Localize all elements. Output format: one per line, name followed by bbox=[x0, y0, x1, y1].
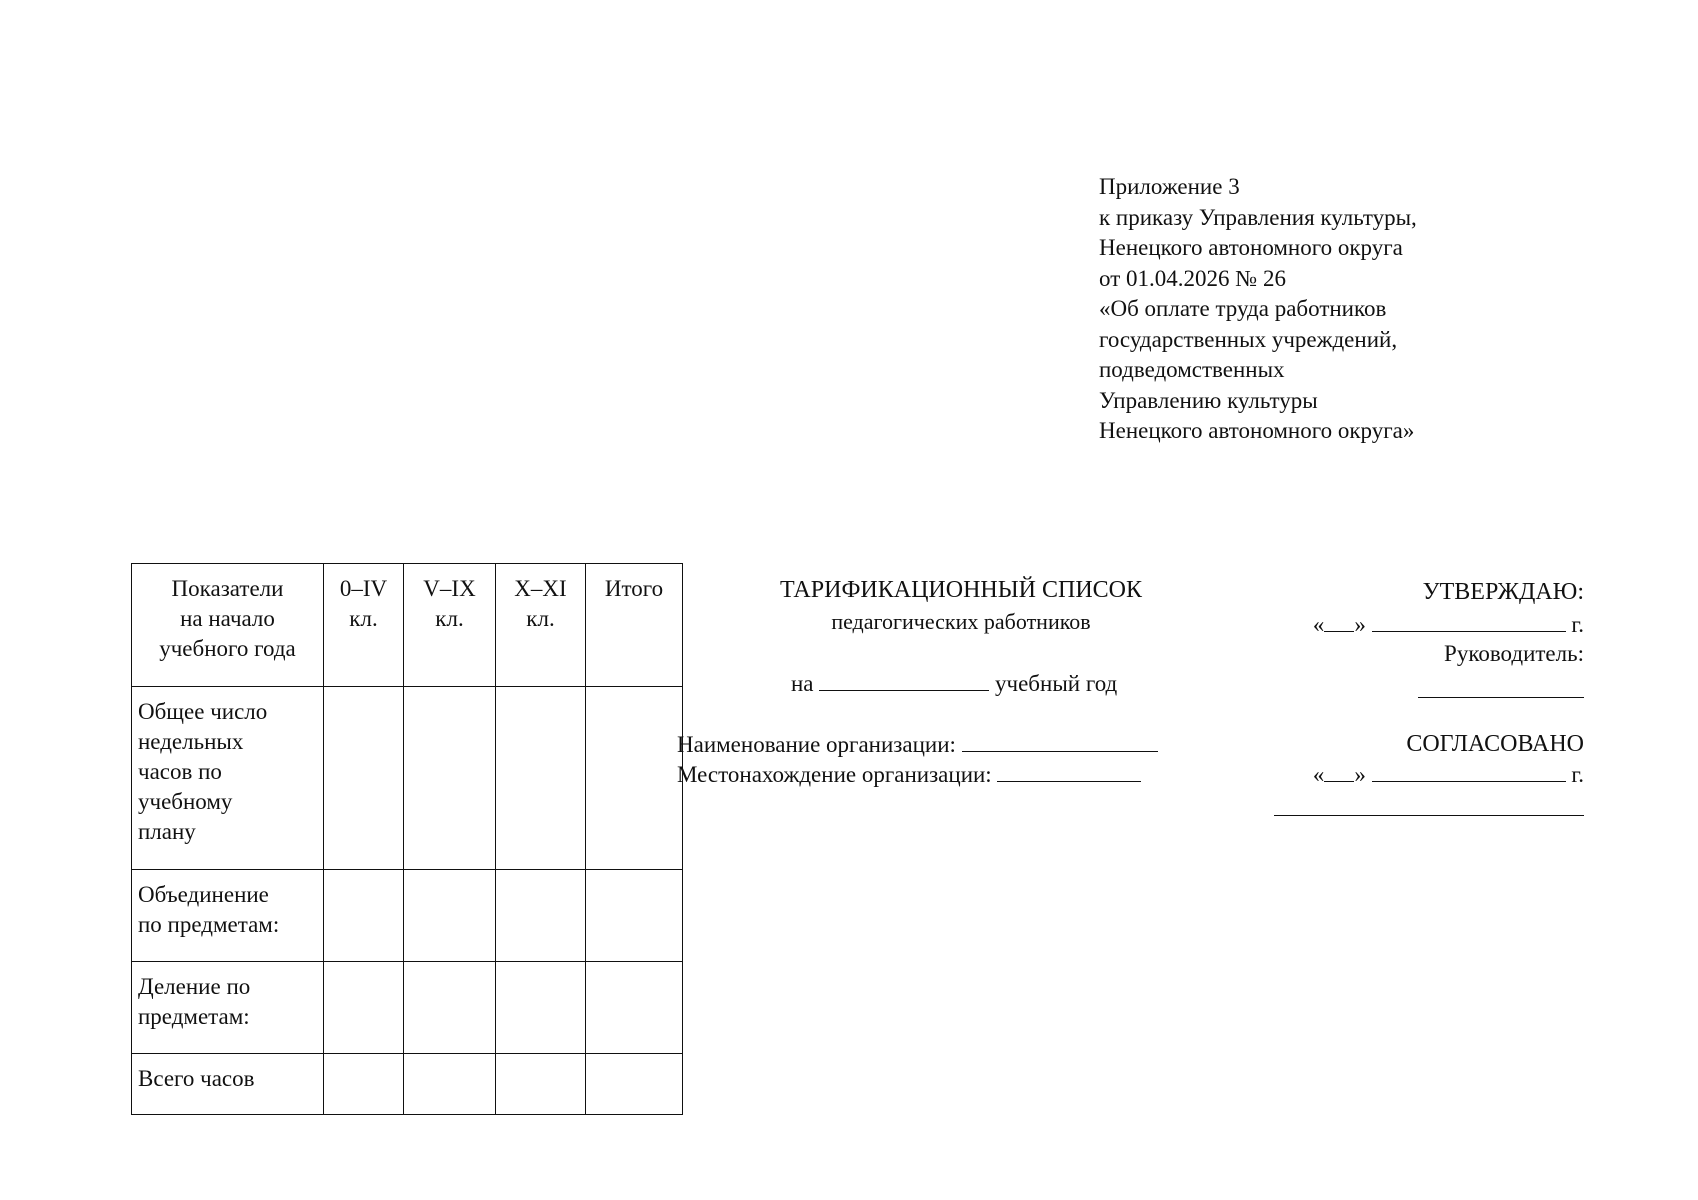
table-cell bbox=[404, 870, 496, 962]
row-label-line: Всего часов bbox=[138, 1066, 255, 1091]
day-blank[interactable] bbox=[1324, 761, 1354, 782]
header-grades-5-9 bbox=[404, 564, 496, 687]
approve-label: УТВЕРЖДАЮ: bbox=[1422, 579, 1584, 605]
table-cell bbox=[496, 1054, 586, 1115]
open-quote: « bbox=[1312, 762, 1325, 787]
header-grades-0-4 bbox=[324, 564, 404, 687]
year-blank[interactable] bbox=[819, 670, 989, 691]
table-cell bbox=[496, 870, 586, 962]
appendix-block bbox=[1099, 172, 1417, 447]
appendix-line: подведомственных bbox=[1099, 357, 1285, 382]
appendix-line: Приложение 3 bbox=[1099, 174, 1240, 199]
row-label-line: Общее число bbox=[138, 699, 268, 724]
row-label-line: Деление по bbox=[138, 974, 251, 999]
document-subtitle: педагогических работников bbox=[831, 609, 1091, 634]
year-label: г. bbox=[1571, 612, 1584, 637]
year-label: г. bbox=[1571, 762, 1584, 787]
row-label-line: предметам: bbox=[138, 1004, 250, 1029]
table-cell bbox=[324, 687, 404, 870]
header-indicators bbox=[132, 564, 324, 687]
header-line: 0–IV bbox=[339, 576, 388, 601]
year-prefix: на bbox=[791, 671, 814, 696]
table-cell bbox=[404, 687, 496, 870]
table-cell bbox=[496, 687, 586, 870]
table-row bbox=[132, 1054, 683, 1115]
appendix-line: Ненецкого автономного округа bbox=[1099, 235, 1403, 260]
appendix-line: к приказу Управления культуры, bbox=[1099, 204, 1417, 230]
day-blank[interactable] bbox=[1324, 611, 1354, 632]
row-label-line: плану bbox=[138, 819, 196, 844]
table-cell bbox=[496, 962, 586, 1054]
org-location-blank[interactable] bbox=[997, 761, 1141, 782]
table-cell bbox=[586, 687, 683, 870]
org-name-label: Наименование организации: bbox=[677, 732, 956, 757]
appendix-line: государственных учреждений, bbox=[1099, 326, 1398, 352]
row-label bbox=[132, 687, 324, 870]
month-blank[interactable] bbox=[1372, 611, 1566, 632]
close-quote: » bbox=[1354, 612, 1366, 637]
row-label-line: часов по bbox=[138, 759, 222, 784]
head-signature-line[interactable] bbox=[1418, 697, 1584, 698]
year-suffix: учебный год bbox=[995, 671, 1118, 696]
row-label bbox=[132, 1054, 324, 1115]
indicators-table bbox=[131, 563, 683, 1115]
appendix-line: «Об оплате труда работников bbox=[1099, 296, 1387, 321]
header-line: учебного года bbox=[159, 636, 296, 661]
header-line: Итого bbox=[604, 576, 664, 601]
table-cell bbox=[586, 962, 683, 1054]
head-label: Руководитель: bbox=[1444, 641, 1584, 666]
month-blank[interactable] bbox=[1372, 761, 1566, 782]
agreed-signature-line[interactable] bbox=[1274, 815, 1584, 816]
appendix-line: Ненецкого автономного округа» bbox=[1099, 418, 1415, 443]
table-row bbox=[132, 687, 683, 870]
table-row bbox=[132, 870, 683, 962]
agreed-date-line bbox=[1313, 761, 1584, 788]
header-grades-10-11 bbox=[496, 564, 586, 687]
org-location-label: Местонахождение организации: bbox=[677, 762, 992, 787]
table-cell bbox=[324, 1054, 404, 1115]
approve-date-line bbox=[1313, 611, 1584, 638]
table-cell bbox=[324, 870, 404, 962]
row-label-line: учебному bbox=[138, 789, 233, 814]
header-line: на начало bbox=[180, 606, 275, 631]
row-label bbox=[132, 962, 324, 1054]
close-quote: » bbox=[1354, 762, 1366, 787]
row-label-line: по предметам: bbox=[138, 912, 280, 937]
table-row bbox=[132, 962, 683, 1054]
appendix-line: от 01.04.2026 № 26 bbox=[1099, 265, 1286, 291]
open-quote: « bbox=[1312, 612, 1325, 637]
table-cell bbox=[324, 962, 404, 1054]
org-name-blank[interactable] bbox=[962, 731, 1158, 752]
table-cell bbox=[586, 870, 683, 962]
row-label-line: Объединение bbox=[138, 882, 269, 907]
document-title: ТАРИФИКАЦИОННЫЙ СПИСОК bbox=[779, 577, 1143, 603]
header-line: кл. bbox=[435, 606, 464, 631]
org-name-line bbox=[677, 731, 1158, 758]
row-label-line: недельных bbox=[138, 729, 244, 754]
org-location-line bbox=[677, 761, 1141, 788]
header-line: кл. bbox=[526, 606, 555, 631]
table-header-row bbox=[132, 564, 683, 687]
row-label bbox=[132, 870, 324, 962]
table-cell bbox=[404, 962, 496, 1054]
table-cell bbox=[404, 1054, 496, 1115]
header-line: V–IX bbox=[423, 576, 476, 601]
header-total bbox=[586, 564, 683, 687]
appendix-line: Управлению культуры bbox=[1099, 387, 1318, 413]
academic-year-line bbox=[791, 670, 1117, 697]
header-line: X–XI bbox=[514, 576, 567, 601]
header-line: кл. bbox=[349, 606, 378, 631]
agreed-label: СОГЛАСОВАНО bbox=[1406, 731, 1584, 757]
table-cell bbox=[586, 1054, 683, 1115]
header-line: Показатели bbox=[171, 576, 284, 601]
